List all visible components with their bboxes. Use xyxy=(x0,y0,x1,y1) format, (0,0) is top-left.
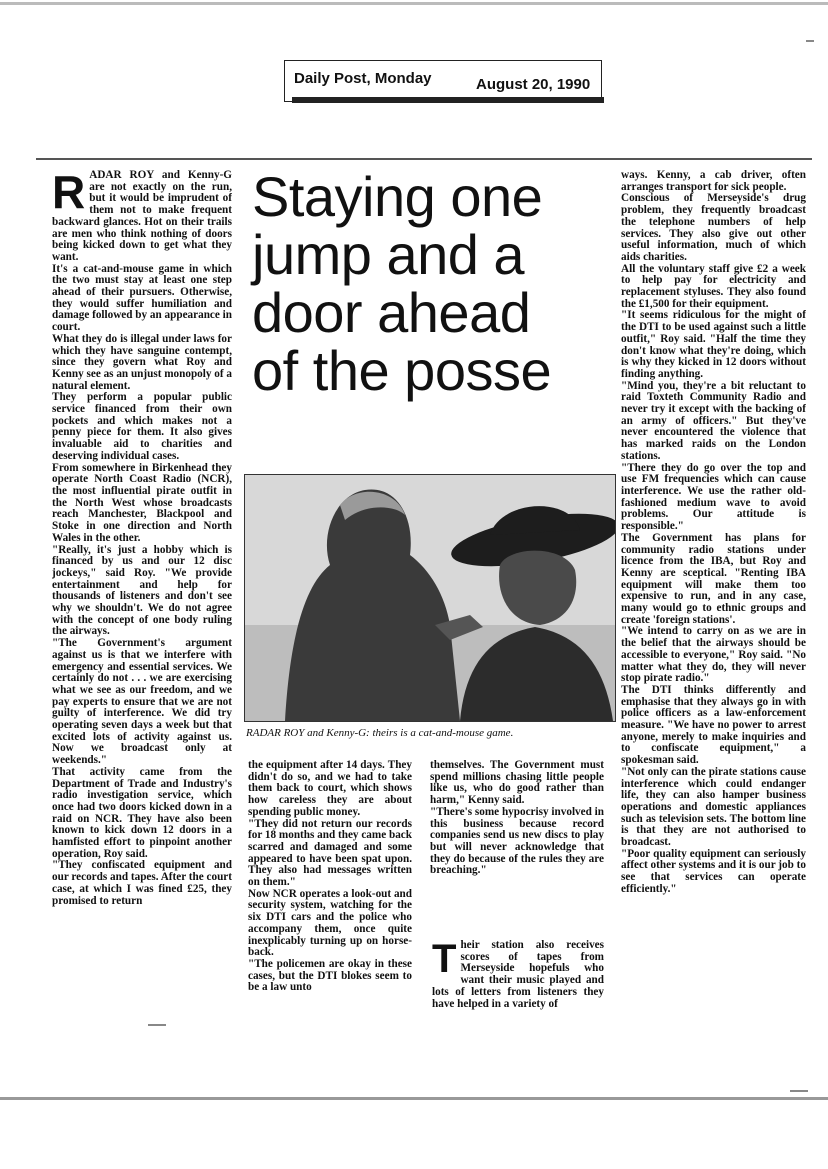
scan-speck xyxy=(148,1024,166,1026)
drop-cap: T xyxy=(432,940,457,981)
paragraph: Now NCR operates a look-out and security system, watching for the six DTI cars and the police who accompany them, once quite inexplicably turning up on horse-back. xyxy=(248,887,412,959)
scan-edge-top xyxy=(0,2,828,5)
headline xyxy=(252,165,612,402)
paragraph: "There's some hypocrisy involved in this business because record companies send us new discs to play but will never acknowledge that they do because of the rules they are breaching." xyxy=(430,805,604,877)
paragraph: That activity came from the Department of Trade and Industry's radio investigation service, which once had two doors kicked down in a raid on NCR. They have also been known to kick down 12 doors in a hamfisted effort to pinpoint another operation, Roy said. xyxy=(52,765,232,860)
column-3 xyxy=(430,760,604,908)
paragraph: "Mind you, they're a bit reluctant to raid Toxteth Community Radio and never try it except with the backing of an army of officers." But they've never encountered the violence that has marked raids on the London stations. xyxy=(621,379,806,462)
paragraph: the equipment after 14 days. They didn't do so, and we had to take them back to court, which shows how careless they are about spending public money. xyxy=(248,760,412,818)
paragraph: "Poor quality equipment can seriously affect other systems and it is our job to see that services can operate efficiently." xyxy=(621,847,806,895)
column-3-lower xyxy=(432,940,604,1022)
headline-line: Staying one xyxy=(252,165,543,228)
masthead-paper: Daily Post, Monday xyxy=(294,70,432,87)
photo-caption: RADAR ROY and Kenny-G: theirs is a cat-and-mouse game. xyxy=(246,727,514,739)
headline-line: door ahead xyxy=(252,281,531,344)
paragraph: "It seems ridiculous for the might of the DTI to be used against such a little outfit," Roy said. "Half the time they don't know what they're doing, which is why they kicked in 12 doors without finding anything. xyxy=(621,309,806,380)
article-photo xyxy=(244,474,616,722)
paragraph: "We intend to carry on as we are in the belief that the airways should be accessible to everyone," Roy said. "No matter what they do, they will never stop pirate radio." xyxy=(621,625,806,685)
paragraph: "They confiscated equipment and our records and tapes. After the court case, at which I was fined £25, they promised to return xyxy=(52,859,232,907)
photo-illustration xyxy=(245,475,615,721)
paragraph: "Not only can the pirate stations cause interference which could endanger life, they can also hamper business operations and domestic appliances such as television sets. The bottom line is that they are not authorised to broadcast. xyxy=(621,765,806,849)
paragraph: "They did not return our records for 18 months and they came back scarred and damaged and some appeared to have been spat upon. They also had messages written on them." xyxy=(248,817,412,889)
drop-cap: R xyxy=(52,170,86,218)
article-top-rule xyxy=(36,158,812,160)
paragraph: "There they do go over the top and use FM frequencies which can cause interference. We use the rather old-fashioned medium wave to avoid problems. Our attitude is responsible." xyxy=(621,461,806,533)
paragraph: ways. Kenny, a cab driver, often arranges transport for sick people. xyxy=(621,170,806,193)
column-2 xyxy=(248,760,412,1020)
paragraph: "The Government's argument against us is that we interfere with emergency and essential services. We certainly do not . . . we are exercising what we see as our freedom, and we pay experts to ensure that we are not guilty of interference. We did try operating seven days a week but that excited lots of activity against us. Now we broadcast only at weekends." xyxy=(52,637,232,767)
paragraph: heir station also receives scores of tapes from Merseyside hopefuls who want their music played and lots of letters from listeners they have helped in a variety of xyxy=(432,940,604,1010)
paragraph: It's a cat-and-mouse game in which the two must stay at least one step ahead of their pursuers. Otherwise, they would suffer humiliation and damage followed by an appearance in court. xyxy=(52,262,232,334)
scan-speck xyxy=(790,1090,808,1092)
paragraph: "Really, it's just a hobby which is financed by us and our 12 disc jockeys," said Roy. "We provide entertainment and help for thousands of listeners and don't see why we shouldn't. We do not agree with the concept of one body ruling the airways. xyxy=(52,543,232,638)
headline-line: of the posse xyxy=(252,339,552,402)
masthead-date: August 20, 1990 xyxy=(476,76,591,93)
column-4 xyxy=(621,170,806,1020)
paragraph: What they do is illegal under laws for which they have sanguine contempt, since they govern what Roy and Kenny see as an unjust monopoly of a natural element. xyxy=(52,332,232,392)
headline-line: jump and a xyxy=(252,223,525,286)
masthead-shadow xyxy=(292,97,604,103)
scan-speck xyxy=(806,40,814,42)
paragraph: Conscious of Merseyside's drug problem, they frequently broadcast the telephone numbers of help services. They also give out other useful information, much of which aids charities. xyxy=(621,192,806,263)
paragraph: They perform a popular public service financed from their own pockets and which makes not a penny piece for them. It also gives invaluable aid to charities and deserving individual cases. xyxy=(52,391,232,462)
paragraph: ADAR ROY and Kenny-G are not exactly on the run, but it would be imprudent of them not to make frequent backward glances. Hot on their trails are men who think nothing of doors being kicked down to get what they want. xyxy=(52,170,232,263)
column-1 xyxy=(52,170,232,1015)
scan-edge-bottom xyxy=(0,1097,828,1100)
paragraph: "The policemen are okay in these cases, but the DTI blokes seem to be a law unto xyxy=(248,957,412,994)
paragraph: From somewhere in Birkenhead they operate North Coast Radio (NCR), the most influential pirate outfit in the North West whose broadcasts reach Manchester, Blackpool and Stoke in one direction and North Wales in the other. xyxy=(52,461,232,544)
paragraph: themselves. The Government must spend millions chasing little people like us, who do good rather than harm," Kenny said. xyxy=(430,760,604,807)
paragraph: The Government has plans for community radio stations under licence from the IBA, but Roy and Kenny are sceptical. "Renting IBA equipment will make them too expensive to run, and in any case, many would go to ethnic groups and create 'foreign stations'. xyxy=(621,531,806,626)
paragraph: All the voluntary staff give £2 a week to help pay for electricity and replacement styluses. They also found the £1,500 for their equipment. xyxy=(621,262,806,310)
paragraph: The DTI thinks differently and emphasise that they always go in with police officers as a law-enforcement measure. "We have no power to arrest anyone, merely to make inquiries and to confiscate equipment," a spokesman said. xyxy=(621,683,806,767)
